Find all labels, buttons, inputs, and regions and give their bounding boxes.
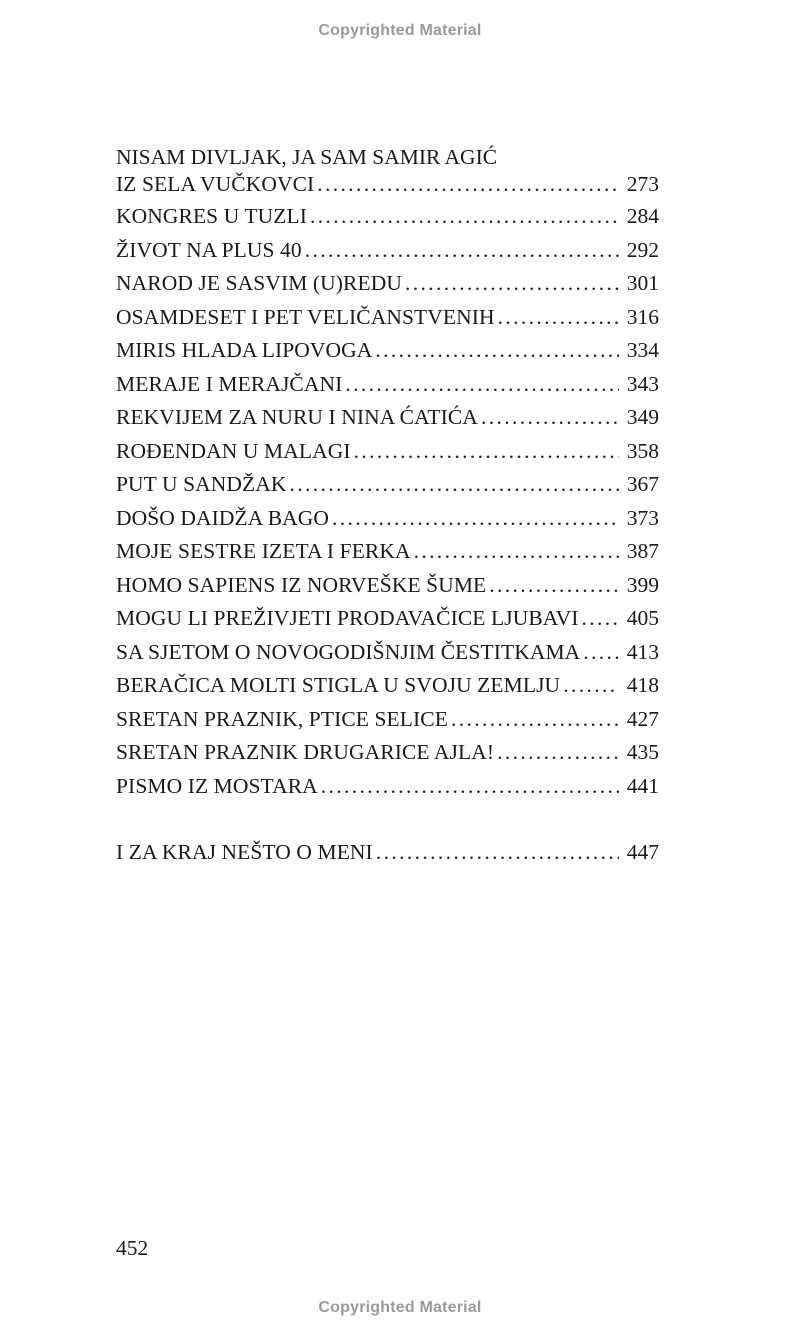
toc-entry [116, 200, 659, 234]
toc-entry-title: SA SJETOM O NOVOGODIŠNJIM ČESTITKAMA [116, 639, 581, 664]
toc-entry [116, 669, 659, 703]
toc-entry [116, 267, 659, 301]
dot-leader [345, 368, 619, 402]
dot-leader [305, 234, 619, 268]
dot-leader [414, 535, 619, 569]
toc-entry-title: SRETAN PRAZNIK DRUGARICE AJLA! [116, 740, 495, 764]
copyright-watermark-bottom: Copyrighted Material [318, 1299, 482, 1316]
dot-leader [481, 401, 619, 435]
dot-leader [321, 770, 619, 804]
dot-leader [497, 736, 619, 770]
toc-entry-title: MERAJE I MERAJČANI [116, 371, 343, 396]
dot-leader [405, 267, 619, 301]
toc-entry-title: SRETAN PRAZNIK, PTICE SELICE [116, 706, 448, 731]
toc-entry-page: 441 [626, 773, 659, 798]
dot-leader [375, 334, 619, 368]
toc-entry-page: 418 [626, 673, 659, 697]
table-of-contents [116, 144, 659, 870]
dot-leader [290, 468, 619, 502]
toc-entry-title: OSAMDESET I PET VELIČANSTVENIH [116, 304, 495, 329]
toc-entry-page: 343 [626, 371, 659, 396]
toc-entry-title: MOJE SESTRE IZETA I FERKA [116, 539, 411, 563]
toc-entry [116, 401, 659, 435]
toc-entry [116, 770, 659, 804]
toc-entry-title: PUT U SANDŽAK [116, 472, 287, 496]
copyright-watermark-top: Copyrighted Material [318, 22, 482, 39]
toc-entry-page: 387 [626, 539, 659, 563]
toc-entry [116, 569, 659, 603]
toc-entry [116, 836, 659, 870]
toc-entry-title: IZ SELA VUČKOVCI [116, 172, 315, 196]
toc-entry-page: 435 [626, 740, 659, 764]
toc-entry-title: REKVIJEM ZA NURU I NINA ĆATIĆA [116, 405, 478, 429]
toc-entry [116, 535, 659, 569]
toc-list [116, 200, 659, 803]
toc-entry-title: ROĐENDAN U MALAGI [116, 438, 351, 463]
dot-leader [332, 502, 619, 536]
toc-entry [116, 368, 659, 402]
toc-entry-title: I ZA KRAJ NEŠTO O MENI [116, 840, 373, 864]
toc-entry-title: DOŠO DAIDŽA BAGO [116, 505, 330, 530]
dot-leader [317, 171, 619, 198]
toc-entry [116, 703, 659, 737]
toc-entry-title: MOGU LI PREŽIVJETI PRODAVAČICE LJUBAVI [116, 606, 579, 630]
toc-entry-page: 367 [626, 472, 659, 496]
toc-entry-page: 413 [626, 639, 659, 664]
toc-entry [116, 301, 659, 335]
toc-entry-page: 292 [626, 237, 659, 262]
toc-entry-page: 349 [626, 405, 659, 429]
toc-entry-page: 447 [626, 840, 659, 864]
toc-entry-page: 334 [626, 338, 659, 362]
toc-entry-title: PISMO IZ MOSTARA [116, 773, 318, 798]
toc-entry [116, 435, 659, 469]
toc-entry-title: HOMO SAPIENS IZ NORVEŠKE ŠUME [116, 572, 487, 597]
dot-leader [451, 703, 619, 737]
toc-entry [116, 602, 659, 636]
dot-leader [376, 836, 619, 870]
toc-entry-title: NISAM DIVLJAK, JA SAM SAMIR AGIĆ [116, 145, 498, 169]
toc-entry-title: NAROD JE SASVIM (U)REDU [116, 271, 402, 295]
toc-entry-page: 427 [626, 706, 659, 731]
dot-leader [583, 636, 619, 670]
toc-entry-page: 373 [626, 505, 659, 530]
toc-entry [116, 736, 659, 770]
dot-leader [498, 301, 619, 335]
dot-leader [563, 669, 619, 703]
toc-entry [116, 334, 659, 368]
dot-leader [582, 602, 619, 636]
toc-entry-title: BERAČICA MOLTI STIGLA U SVOJU ZEMLJU [116, 673, 561, 697]
toc-entry [116, 502, 659, 536]
toc-entry-page: 316 [626, 304, 659, 329]
dot-leader [310, 200, 619, 234]
toc-entry-page: 405 [626, 606, 659, 630]
dot-leader [354, 435, 619, 469]
toc-entry [116, 636, 659, 670]
toc-entry-title: ŽIVOT NA PLUS 40 [116, 237, 302, 262]
toc-entry-page: 301 [626, 271, 659, 295]
toc-entry [116, 144, 659, 200]
toc-entry-page: 273 [626, 172, 659, 196]
toc-entry-title: MIRIS HLADA LIPOVOGA [116, 338, 373, 362]
toc-entry-page: 358 [626, 438, 659, 463]
toc-entry-page: 284 [626, 204, 659, 228]
toc-entry [116, 468, 659, 502]
toc-entry [116, 234, 659, 268]
toc-entry-title: KONGRES U TUZLI [116, 204, 308, 228]
page-number: 452 [116, 1236, 149, 1260]
toc-entry-page: 399 [626, 572, 659, 597]
toc-spacer [116, 803, 659, 836]
dot-leader [489, 569, 619, 603]
